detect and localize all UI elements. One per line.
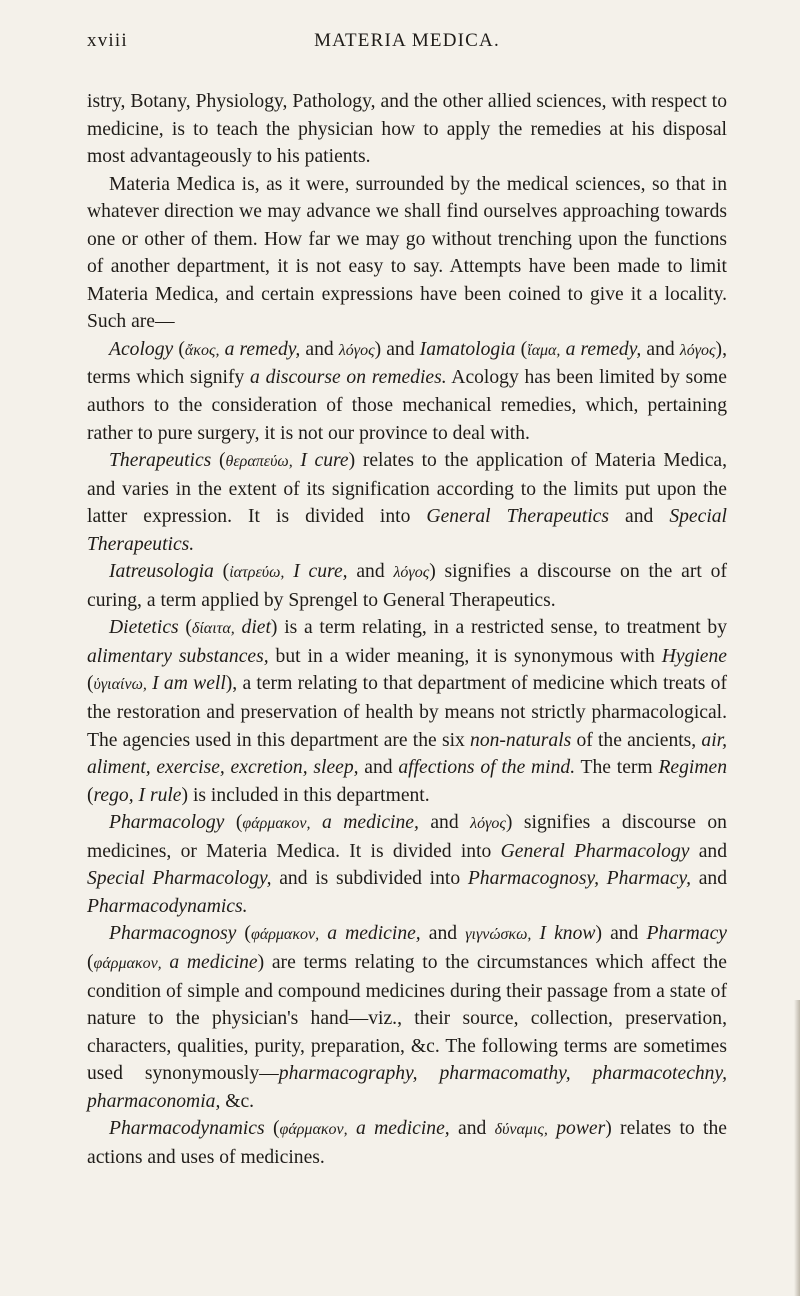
greek-word: δίαιτα, [191, 620, 235, 638]
paragraph-pharmacognosy [87, 920, 727, 1115]
page-number: xviii [87, 30, 128, 51]
text-span [348, 1118, 356, 1139]
text-span: ( [236, 923, 251, 945]
greek-word: ἰατρεύω, [229, 564, 285, 582]
emphasis: alimentary substances, [87, 645, 269, 667]
text-span: and [300, 338, 339, 360]
gloss: diet [241, 617, 271, 639]
paragraph-materia-medica [87, 171, 727, 336]
text-span: and [691, 868, 728, 890]
text-span: ) is included in this department. [181, 784, 430, 806]
greek-word: ὑγιαίνω, [93, 676, 147, 694]
paragraph-dietetics [87, 614, 727, 809]
paragraph-pharmacology [87, 809, 727, 920]
term-special-pharmacology: Special Pharmacology, [87, 868, 272, 890]
term-iatreusologia: Iatreusologia [109, 561, 214, 583]
emphasis: pharmacography, pharmacomathy, pharmacotechny, pharmaconomia, [87, 1063, 727, 1112]
text-span: and [358, 757, 399, 779]
paragraph-continuation [87, 88, 727, 171]
paragraph-therapeutics [87, 447, 727, 558]
paragraph-iatreusologia [87, 558, 727, 614]
gloss: I cure, [293, 561, 348, 583]
greek-word: λόγος [470, 815, 506, 833]
running-title: MATERIA MEDICA. [314, 30, 500, 51]
greek-word: φάρμακον, [242, 815, 311, 833]
text-span: and [689, 840, 727, 862]
greek-word: γιγνώσκω, [465, 926, 532, 944]
term-general-therapeutics: General Therapeutics [426, 506, 609, 528]
text-span: ( [211, 450, 226, 472]
emphasis: non-naturals [470, 729, 572, 751]
text-span: and [641, 338, 680, 360]
term-therapeutics: Therapeutics [109, 450, 212, 472]
text-span: Acology has been limited by some authors to the consideration of those mechanical remedies, which, pertaining rather to pure surgery, it is not our province to deal with. [87, 367, 727, 444]
term-regimen: Regimen [658, 757, 727, 779]
text-span: ( [87, 784, 94, 806]
term-iamatologia: Iamatologia [419, 338, 516, 360]
text-span: of the ancients, [571, 729, 702, 751]
text-span: ) signifies a discourse on medicines, or Materia Medica. It is divided into [87, 812, 727, 862]
text-span: ) relates to the application of Materia Medica, and varies in the extent of its signification according to the limits put upon the latter expression. It is divided into [87, 450, 727, 528]
text-span: ) and [374, 338, 420, 360]
gloss: a medicine, [322, 812, 419, 834]
text-span: ) and [595, 923, 647, 945]
text-span: ( [87, 951, 94, 973]
text-span: and [418, 812, 471, 834]
greek-word: ἄκος, [184, 341, 220, 359]
gloss: a remedy, [224, 338, 301, 360]
text-span: ) are terms relating to the circumstances which affect the condition of simple and compound medicines during their passage from a state of nature to the physician's hand—viz., their source, collection, preservation, characters, qualities, purity, preparation, &c. The following terms are sometimes used synonymously— [87, 951, 727, 1085]
term-dietetics: Dietetics [109, 617, 179, 639]
greek-word: δύναμις, [494, 1121, 548, 1139]
page-header [87, 30, 727, 54]
paragraph-acology [87, 336, 727, 447]
gloss: a medicine [169, 951, 258, 973]
gloss: a medicine, [327, 923, 421, 945]
text-span: ), terms which signify [87, 338, 727, 389]
greek-word: φάρμακον, [279, 1121, 348, 1139]
text-span: ( [87, 673, 94, 695]
text-span [311, 812, 322, 833]
text-span: and [347, 561, 394, 583]
text-span: and [420, 923, 466, 945]
text-span [235, 617, 242, 638]
text-span: ( [173, 338, 185, 360]
text-span [319, 923, 327, 944]
text-span: ) relates to the actions and uses of medicines. [87, 1118, 727, 1168]
gloss: power [556, 1118, 606, 1140]
greek-word: λόγος [679, 341, 716, 359]
gloss: a remedy, [565, 338, 642, 360]
greek-word: λόγος [338, 341, 375, 359]
emphasis: Pharmacodynamics. [87, 895, 248, 917]
emphasis: Pharmacognosy, Pharmacy, [467, 868, 692, 890]
page-edge-shadow [794, 1000, 800, 1296]
text-span: ( [213, 561, 230, 583]
text-span: and [608, 506, 670, 528]
gloss: I am well [152, 673, 226, 695]
text-span: &c. [220, 1090, 255, 1112]
term-general-pharmacology: General Pharmacology [500, 840, 690, 862]
paragraph-pharmacodynamics [87, 1115, 727, 1171]
text-span [284, 561, 293, 582]
text-span: ( [178, 617, 192, 639]
emphasis: affections of the mind. [398, 757, 576, 779]
term-special-therapeutics: Special Therapeutics. [87, 506, 727, 555]
gloss: rego, I rule [93, 784, 182, 806]
greek-word: φάρμακον, [250, 926, 320, 944]
text-span: ( [515, 338, 528, 360]
text-span [548, 1118, 556, 1139]
term-pharmacy: Pharmacy [646, 923, 727, 945]
text-span: and [449, 1118, 495, 1140]
greek-word: λόγος [393, 564, 430, 582]
text-span: ) signifies a discourse on the art of curing, a term applied by Sprengel to General Therapeutics. [87, 561, 727, 611]
text-span: istry, Botany, Physiology, Pathology, and the other allied sciences, with respect to medicine, is to teach the physician how to apply the remedies at his disposal most advantageously to his patients. [87, 91, 727, 168]
text-span: ), a term relating to that department of medicine which treats of the restoration and preservation of health by means not strictly pharmacological. The agencies used in this department are the six [87, 673, 727, 751]
gloss: I cure [300, 450, 349, 472]
text-span: and is subdivided into [271, 868, 468, 890]
greek-word: ἴαμα, [527, 341, 561, 359]
term-hygiene: Hygiene [661, 645, 727, 667]
text-span: ( [264, 1118, 280, 1140]
text-span: ( [224, 812, 243, 834]
emphasis: air, aliment, exercise, excretion, sleep, [87, 729, 727, 779]
term-pharmacodynamics: Pharmacodynamics [109, 1118, 265, 1140]
greek-word: θεραπεύω, [225, 453, 293, 471]
body-text [87, 88, 727, 1171]
text-span: The term [575, 757, 659, 779]
text-span: ) is a term relating, in a restricted sense, to treatment by [270, 617, 727, 639]
text-span: Materia Medica is, as it were, surrounded by the medical sciences, so that in whatever direction we may advance we shall find ourselves approaching towards one or other of them. How far we may go without trenching upon the functions of another department, it is not easy to say. Attempts have been made to limit Materia Medica, and certain expressions have been coined to give it a locality. Such are— [87, 173, 727, 333]
gloss: a discourse on remedies. [250, 367, 447, 389]
gloss: I know [539, 923, 596, 945]
term-acology: Acology [109, 338, 174, 360]
gloss: a medicine, [355, 1118, 450, 1140]
text-span: but in a wider meaning, it is synonymous with [268, 645, 662, 667]
term-pharmacognosy: Pharmacognosy [109, 923, 237, 945]
term-pharmacology: Pharmacology [109, 812, 225, 834]
greek-word: φάρμακον, [93, 954, 162, 972]
